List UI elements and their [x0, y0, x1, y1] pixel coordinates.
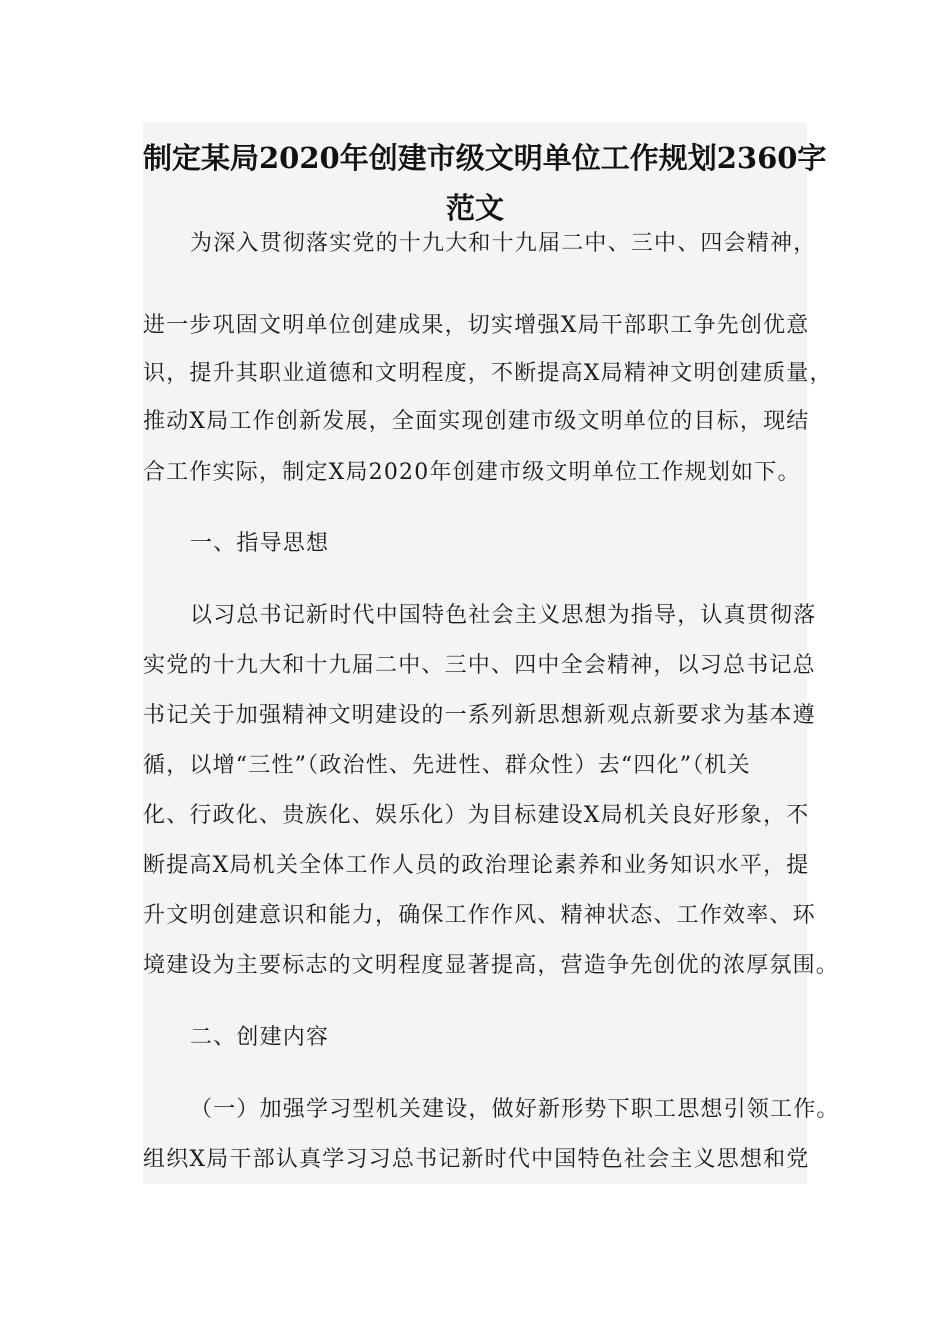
paragraph-intro-line-1: 为深入贯彻落实党的十九大和十九届二中、三中、四会精神， [190, 231, 817, 256]
section-heading-guiding-thought: 一、指导思想 [190, 531, 330, 556]
paragraph-guiding-line-3: 书记关于加强精神文明建设的一系列新思想新观点新要求为基本遵 [143, 703, 816, 728]
paragraph-content-line-1: （一）加强学习型机关建设，做好新形势下职工思想引领工作。 [190, 1097, 840, 1122]
paragraph-intro-line-5: 合工作实际，制定X局2020年创建市级文明单位工作规划如下。 [143, 460, 801, 485]
paragraph-intro-line-2: 进一步巩固文明单位创建成果，切实增强X局干部职工争先创优意 [143, 313, 810, 338]
paragraph-intro-line-4: 推动X局工作创新发展，全面实现创建市级文明单位的目标，现结 [143, 409, 810, 434]
paragraph-guiding-line-7: 升文明创建意识和能力，确保工作作风、精神状态、工作效率、环 [143, 903, 816, 928]
paragraph-guiding-line-5: 化、行政化、贵族化、娱乐化）为目标建设X局机关良好形象，不 [143, 803, 810, 828]
paragraph-guiding-line-6: 断提高X局机关全体工作人员的政治理论素养和业务知识水平，提 [143, 853, 810, 878]
paragraph-content-line-2: 组织X局干部认真学习习总书记新时代中国特色社会主义思想和党 [143, 1147, 810, 1172]
document-title-line-1: 制定某局2020年创建市级文明单位工作规划2360字 [143, 141, 827, 175]
paragraph-guiding-line-2: 实党的十九大和十九届二中、三中、四中全会精神，以习总书记总 [143, 653, 816, 678]
paragraph-guiding-line-8: 境建设为主要标志的文明程度显著提高，营造争先创优的浓厚氛围。 [143, 953, 840, 978]
paragraph-guiding-line-1: 以习总书记新时代中国特色社会主义思想为指导，认真贯彻落 [190, 603, 817, 628]
document-title-line-2: 范文 [445, 191, 504, 225]
paragraph-guiding-line-4: 循，以增“三性”（政治性、先进性、群众性）去“四化”（机关 [143, 753, 751, 778]
paragraph-intro-line-3: 识，提升其职业道德和文明程度，不断提高X局精神文明创建质量， [143, 361, 833, 386]
section-heading-content: 二、创建内容 [190, 1025, 330, 1050]
